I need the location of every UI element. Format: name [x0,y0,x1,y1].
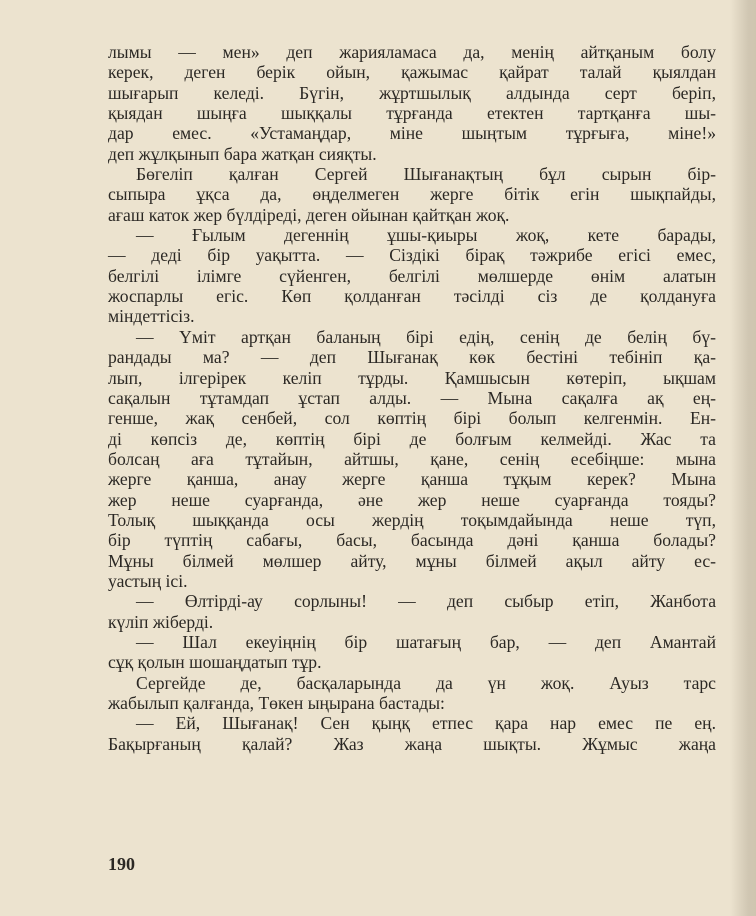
text-line: — Өлтірді-ау сорлыны! — деп сыбыр етіп, Жанбота [136,591,716,612]
text-line: жоспарлы егіс. Көп қолданған тәсілді сіз де қолдануға [108,286,716,307]
page-edge-shadow [730,0,756,916]
paragraph-4 [108,327,716,591]
body-text [108,42,716,754]
text-line: қыядан шыңға шыққалы тұрғанда етектен тартқанға шы- [108,103,716,124]
text-line: керек, деген берік ойын, қажымас қайрат талай қыялдан [108,62,716,83]
text-line: — Үміт артқан баланың бірі едің, сенің де белің бү- [136,326,716,347]
paragraph-7 [108,673,716,714]
text-line: сыпыра ұқса да, өңделмеген жерге бітік егін шықпайды, [108,184,716,205]
text-line: лып, ілгерірек келіп тұрды. Қамшысын көтеріп, ықшам [108,367,716,388]
text-line: жер неше суарғанда, әне жер неше суарғанда тояды? [108,489,716,510]
paragraph-5 [108,591,716,632]
text-line: Бақырғаның қалай? Жаз жаңа шықты. Жұмыс жаңа [108,733,716,754]
text-line: ағаш каток жер бүлдіреді, деген ойынан қайтқан жоқ. [108,204,510,225]
text-line: бір түптің сабағы, басы, басында дәні қанша болады? [108,530,716,551]
text-line: болсаң аға тұтайын, айтшы, қане, сенің есебіңше: мына [108,448,716,469]
text-line: ді көпсіз де, көптің бірі де болғым келмейді. Жас та [108,428,716,449]
text-line: сұқ қолын шошаңдатып тұр. [108,652,322,673]
text-line: сақалын тұтамдап ұстап алды. — Мына сақалға ақ ең- [108,387,716,408]
text-line: Сергейде де, басқаларында да үн жоқ. Ауыз тарс [136,672,716,693]
text-line: дар емес. «Устамаңдар, міне шыңтым тұрғыға, міне!» [108,123,716,144]
paragraph-8 [108,713,716,754]
text-line: — Ғылым дегеннің ұшы-қиыры жоқ, кете барады, [136,225,716,246]
text-line: міндеттісіз. [108,306,195,327]
text-line: жабылып қалғанда, Төкен ыңырана бастады: [108,693,445,713]
text-line: — Ей, Шығанақ! Сен қыңқ етпес қара нар емес пе ең. [136,713,716,734]
paragraph-6 [108,632,716,673]
paragraph-3 [108,225,716,327]
text-line: генше, жақ сенбей, сол көптің бірі болып келгенмін. Ен- [108,408,716,429]
paragraph-1 [108,42,716,164]
text-line: деп жұлқынып бара жатқан сияқты. [108,143,377,164]
text-line: — деді бір уақытта. — Сіздікі бірақ тәжрибе егісі емес, [108,245,716,266]
text-line: күліп жіберді. [108,611,214,632]
paragraph-2 [108,164,716,225]
text-line: жерге қанша, анау жерге қанша тұқым керек? Мына [108,469,716,490]
text-line: Мұны білмей мөлшер айту, мұны білмей ақыл айту ес- [108,550,716,571]
text-line: Толық шыққанда осы жердің тоқымдайында неше түп, [108,509,716,530]
text-line: лымы — мен» деп жарияламаса да, менің айтқаным болу [108,42,716,62]
text-line: шығарып келеді. Бүгін, жұртшылық алдында серт беріп, [108,82,716,103]
text-line: — Шал екеуіңнің бір шатағың бар, — деп Амантай [136,631,716,652]
text-line: Бөгеліп қалған Сергей Шығанақтың бұл сырын бір- [136,164,716,185]
text-line: уастың ісі. [108,570,188,591]
text-line: рандады ма? — деп Шығанақ көк бестіні тебініп қа- [108,347,716,368]
text-line: белгілі ілімге сүйенген, белгілі мөлшерде өнім алатын [108,265,716,286]
page-number: 190 [108,854,135,874]
